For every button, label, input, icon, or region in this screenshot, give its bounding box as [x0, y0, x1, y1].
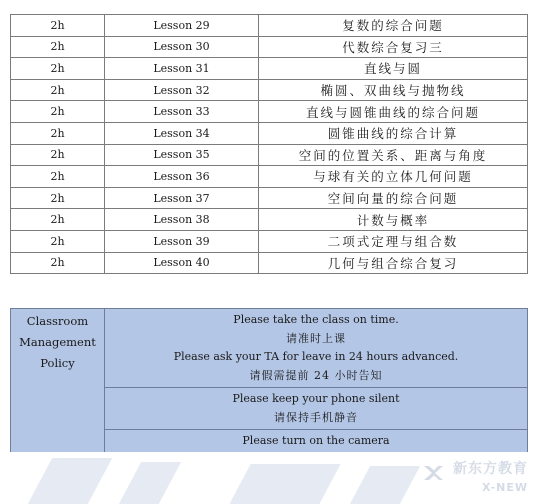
lesson-number-cell: Lesson 39 — [105, 230, 259, 252]
lesson-duration-cell: 2h — [11, 15, 105, 37]
policy-rule-english: Please ask your TA for leave in 24 hours advanced. — [173, 350, 459, 363]
lesson-number-cell: Lesson 34 — [105, 122, 259, 144]
lesson-topic-cell: 直线与圆锥曲线的综合问题 — [259, 101, 528, 123]
watermark-shape — [350, 466, 420, 504]
lesson-topic-cell: 几何与组合综合复习 — [259, 252, 528, 274]
lesson-row — [11, 36, 528, 58]
lesson-number-cell: Lesson 32 — [105, 79, 259, 101]
lesson-number-cell: Lesson 31 — [105, 58, 259, 80]
policy-rule-cell — [105, 388, 528, 430]
lesson-row — [11, 58, 528, 80]
lesson-row — [11, 144, 528, 166]
lesson-row — [11, 101, 528, 123]
lesson-duration-cell: 2h — [11, 209, 105, 231]
policy-rule-english: Please turn on the camera — [242, 434, 390, 447]
lesson-topic-cell: 二项式定理与组合数 — [259, 230, 528, 252]
lesson-number-cell: Lesson 29 — [105, 15, 259, 37]
lesson-duration-cell: 2h — [11, 166, 105, 188]
lesson-topic-cell: 椭圆、双曲线与抛物线 — [259, 79, 528, 101]
watermark-shape — [119, 462, 181, 504]
watermark-shape — [28, 458, 112, 504]
lesson-duration-cell: 2h — [11, 58, 105, 80]
brand-name: 新东方教育 — [453, 461, 528, 477]
brand-watermark — [453, 458, 528, 494]
lesson-row — [11, 15, 528, 37]
classroom-policy-table — [10, 308, 528, 472]
brand-subtitle: X-NEW — [481, 481, 528, 494]
lesson-row — [11, 122, 528, 144]
policy-heading — [11, 309, 105, 472]
lesson-row — [11, 187, 528, 209]
policy-rule-english: Please take the class on time. — [233, 313, 399, 326]
lesson-row — [11, 252, 528, 274]
lesson-row — [11, 79, 528, 101]
lesson-schedule-body — [11, 15, 528, 274]
policy-heading-line: Classroom — [26, 314, 89, 328]
lesson-topic-cell: 空间的位置关系、距离与角度 — [259, 144, 528, 166]
brand-logo-icon — [422, 462, 444, 484]
policy-rule-chinese: 请保持手机静音 — [274, 410, 358, 424]
lesson-topic-cell: 代数综合复习三 — [259, 36, 528, 58]
lesson-duration-cell: 2h — [11, 36, 105, 58]
lesson-duration-cell: 2h — [11, 79, 105, 101]
lesson-topic-cell: 直线与圆 — [259, 58, 528, 80]
lesson-topic-cell: 与球有关的立体几何问题 — [259, 166, 528, 188]
policy-rule-chinese: 请假需提前 24 小时告知 — [249, 368, 383, 382]
lesson-topic-cell: 复数的综合问题 — [259, 15, 528, 37]
lesson-number-cell: Lesson 36 — [105, 166, 259, 188]
watermark-band — [0, 452, 536, 504]
lesson-duration-cell: 2h — [11, 187, 105, 209]
policy-heading-line: Management — [19, 335, 96, 349]
policy-rule-chinese: 请准时上课 — [286, 331, 346, 345]
lesson-number-cell: Lesson 40 — [105, 252, 259, 274]
lesson-number-cell: Lesson 30 — [105, 36, 259, 58]
lesson-duration-cell: 2h — [11, 252, 105, 274]
lesson-duration-cell: 2h — [11, 101, 105, 123]
lesson-topic-cell: 圆锥曲线的综合计算 — [259, 122, 528, 144]
policy-row — [11, 309, 528, 388]
lesson-row — [11, 166, 528, 188]
lesson-number-cell: Lesson 38 — [105, 209, 259, 231]
lesson-schedule-table — [10, 14, 528, 274]
watermark-shape — [229, 464, 340, 504]
lesson-row — [11, 230, 528, 252]
lesson-number-cell: Lesson 35 — [105, 144, 259, 166]
lesson-duration-cell: 2h — [11, 230, 105, 252]
lesson-topic-cell: 计数与概率 — [259, 209, 528, 231]
classroom-policy-body — [11, 309, 528, 472]
lesson-duration-cell: 2h — [11, 122, 105, 144]
policy-rule-english: Please keep your phone silent — [232, 392, 400, 405]
policy-rule-cell — [105, 309, 528, 388]
policy-heading-line: Policy — [40, 356, 75, 370]
lesson-number-cell: Lesson 37 — [105, 187, 259, 209]
lesson-row — [11, 209, 528, 231]
lesson-duration-cell: 2h — [11, 144, 105, 166]
lesson-topic-cell: 空间向量的综合问题 — [259, 187, 528, 209]
lesson-number-cell: Lesson 33 — [105, 101, 259, 123]
